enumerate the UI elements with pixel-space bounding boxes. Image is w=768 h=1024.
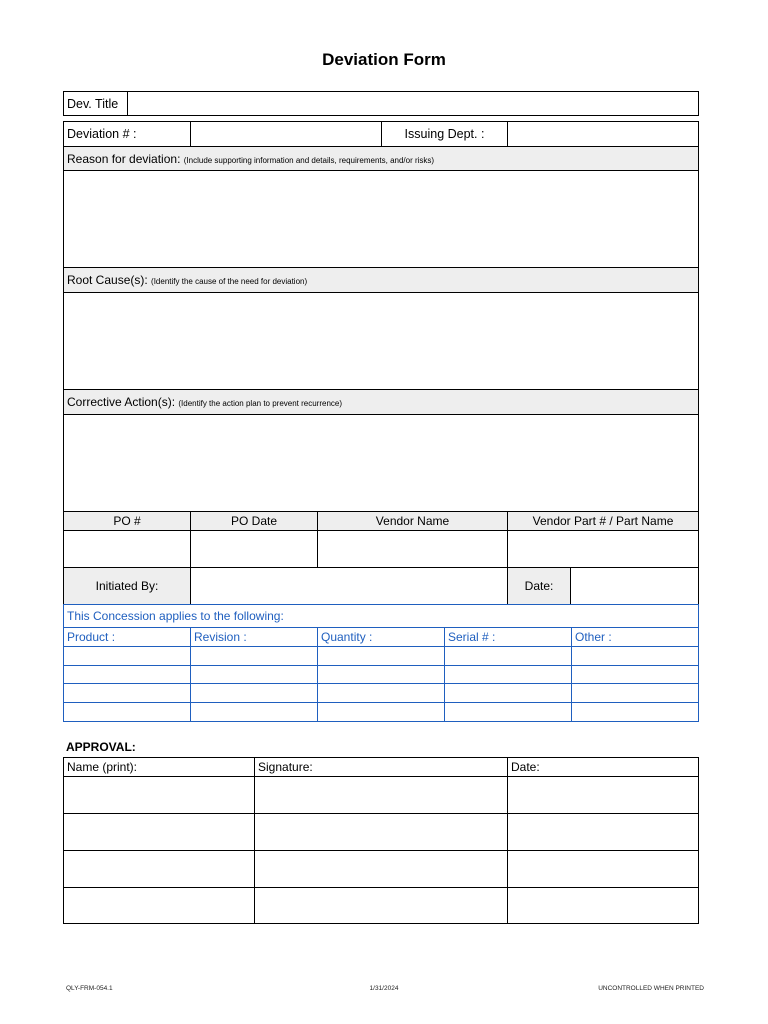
- approval-signature-cell[interactable]: [255, 814, 508, 851]
- concession-cell[interactable]: [64, 684, 191, 703]
- concession-cell[interactable]: [572, 666, 699, 684]
- concession-cell[interactable]: [64, 666, 191, 684]
- deviation-no-label: Deviation # :: [64, 122, 191, 147]
- root-cause-field[interactable]: [64, 293, 699, 390]
- concession-cell[interactable]: [191, 666, 318, 684]
- corrective-action-field[interactable]: [64, 415, 699, 512]
- concession-cell[interactable]: [445, 647, 572, 666]
- reason-hint: (Include supporting information and details, requirements, and/or risks): [183, 155, 435, 165]
- corrective-action-hint: (Identify the action plan to prevent recurrence): [178, 399, 343, 408]
- concession-cell[interactable]: [191, 703, 318, 722]
- approval-date-cell[interactable]: [508, 814, 699, 851]
- reason-header: [64, 147, 699, 171]
- root-cause-hint: (Identify the cause of the need for deviation): [151, 277, 308, 286]
- po-date-header: PO Date: [191, 512, 318, 531]
- deviation-no-field[interactable]: [191, 122, 382, 147]
- concession-cell[interactable]: [572, 647, 699, 666]
- vendor-part-field[interactable]: [508, 531, 699, 568]
- root-cause-label: Root Cause(s):: [67, 273, 148, 287]
- approval-name-cell[interactable]: [64, 814, 255, 851]
- concession-cell[interactable]: [318, 703, 445, 722]
- approval-name-cell[interactable]: [64, 888, 255, 924]
- concession-cell[interactable]: [64, 703, 191, 722]
- concession-cell[interactable]: [445, 703, 572, 722]
- concession-row: [64, 684, 699, 703]
- date-field[interactable]: [571, 568, 699, 605]
- initiated-by-field[interactable]: [191, 568, 508, 605]
- corrective-action-label: Corrective Action(s):: [67, 395, 176, 409]
- concession-cell[interactable]: [318, 684, 445, 703]
- concession-header-serial: Serial # :: [445, 628, 572, 647]
- dev-title-table: [63, 91, 699, 116]
- approval-label: APPROVAL:: [66, 740, 136, 754]
- approval-date-cell[interactable]: [508, 777, 699, 814]
- approval-row: [64, 888, 699, 924]
- issuing-dept-label: Issuing Dept. :: [382, 122, 508, 147]
- date-label: Date:: [508, 568, 571, 605]
- po-number-field[interactable]: [64, 531, 191, 568]
- footer-notice: UNCONTROLLED WHEN PRINTED: [598, 985, 704, 992]
- dev-title-field[interactable]: [128, 92, 699, 116]
- po-number-header: PO #: [64, 512, 191, 531]
- concession-header-product: Product :: [64, 628, 191, 647]
- concession-row: [64, 666, 699, 684]
- approval-signature-cell[interactable]: [255, 888, 508, 924]
- footer-form-id: QLY-FRM-054.1: [66, 985, 113, 992]
- approval-header-signature: Signature:: [255, 758, 508, 777]
- approval-name-cell[interactable]: [64, 777, 255, 814]
- approval-header-date: Date:: [508, 758, 699, 777]
- concession-cell[interactable]: [572, 684, 699, 703]
- footer-date: 1/31/2024: [369, 985, 399, 992]
- deviation-main-table: [63, 121, 699, 605]
- concession-header-quantity: Quantity :: [318, 628, 445, 647]
- approval-table: [63, 757, 699, 924]
- concession-header-revision: Revision :: [191, 628, 318, 647]
- vendor-part-header: Vendor Part # / Part Name: [508, 512, 699, 531]
- root-cause-header: [64, 268, 699, 293]
- po-date-field[interactable]: [191, 531, 318, 568]
- concession-cell[interactable]: [64, 647, 191, 666]
- concession-header-other: Other :: [572, 628, 699, 647]
- approval-header-name: Name (print):: [64, 758, 255, 777]
- concession-cell[interactable]: [191, 647, 318, 666]
- initiated-by-label: Initiated By:: [64, 568, 191, 605]
- approval-signature-cell[interactable]: [255, 777, 508, 814]
- approval-row: [64, 851, 699, 888]
- corrective-action-header: [64, 390, 699, 415]
- concession-table: [63, 604, 699, 722]
- concession-cell[interactable]: [191, 684, 318, 703]
- concession-cell[interactable]: [318, 647, 445, 666]
- approval-date-cell[interactable]: [508, 851, 699, 888]
- approval-date-cell[interactable]: [508, 888, 699, 924]
- vendor-name-field[interactable]: [318, 531, 508, 568]
- dev-title-label: Dev. Title: [64, 92, 128, 116]
- issuing-dept-field[interactable]: [508, 122, 699, 147]
- vendor-name-header: Vendor Name: [318, 512, 508, 531]
- reason-field[interactable]: [64, 171, 699, 268]
- concession-cell[interactable]: [318, 666, 445, 684]
- concession-title: This Concession applies to the following:: [64, 605, 699, 628]
- concession-cell[interactable]: [445, 684, 572, 703]
- page-title: Deviation Form: [322, 50, 446, 69]
- concession-cell[interactable]: [445, 666, 572, 684]
- approval-row: [64, 814, 699, 851]
- reason-label: Reason for deviation:: [67, 151, 181, 166]
- approval-row: [64, 777, 699, 814]
- approval-name-cell[interactable]: [64, 851, 255, 888]
- concession-row: [64, 703, 699, 722]
- concession-cell[interactable]: [572, 703, 699, 722]
- approval-signature-cell[interactable]: [255, 851, 508, 888]
- concession-row: [64, 647, 699, 666]
